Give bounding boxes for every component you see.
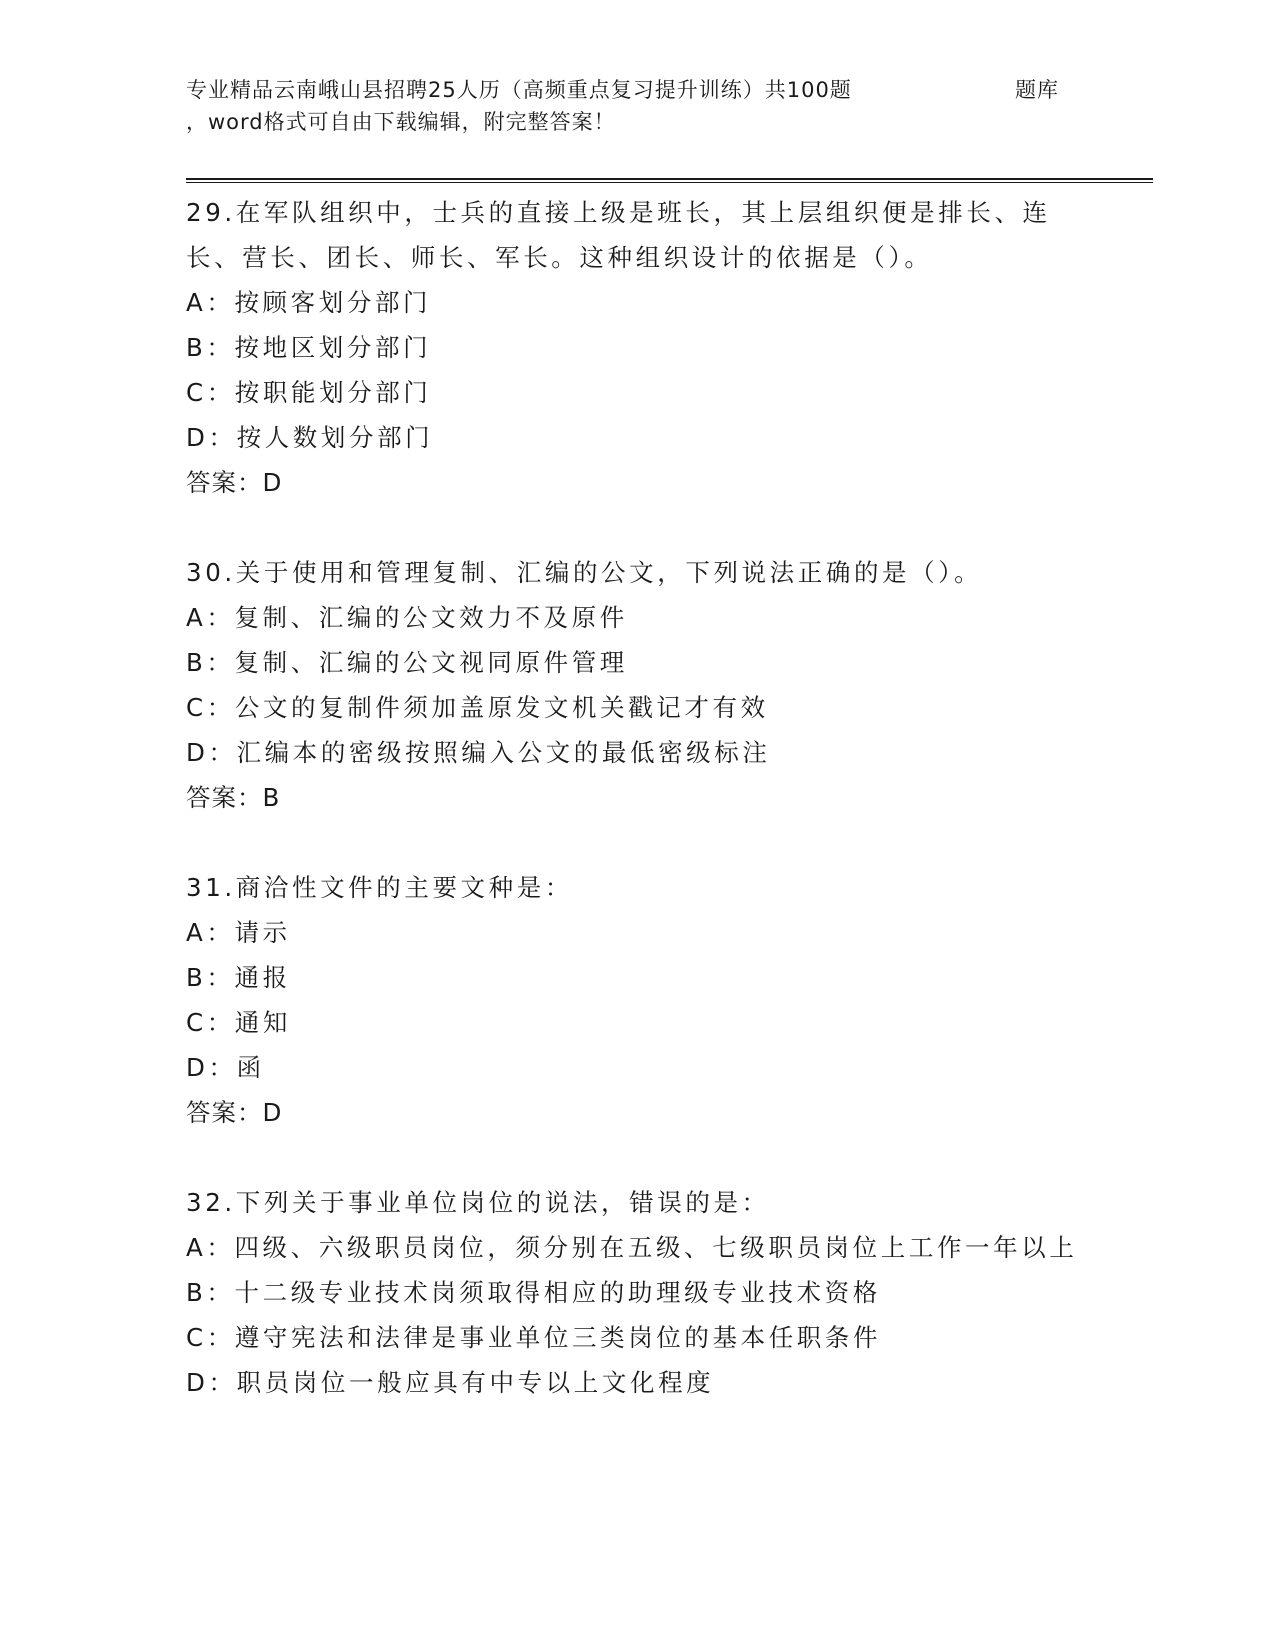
option-d: D：汇编本的密级按照编入公文的最低密级标注 (186, 738, 771, 767)
option-b: B：通报 (186, 963, 291, 992)
question-29 (186, 190, 1086, 505)
question-stem: 29.在军队组织中，士兵的直接上级是班长，其上层组织便是排长、连长、营长、团长、师长、军长。这种组织设计的依据是（）。 (186, 198, 1051, 272)
answer-line: 答案：B (186, 783, 281, 812)
question-stem: 31.商洽性文件的主要文种是： (186, 873, 573, 902)
option-d: D：函 (186, 1053, 265, 1082)
option-b: B：复制、汇编的公文视同原件管理 (186, 648, 628, 677)
option-c: C：按职能划分部门 (186, 378, 432, 407)
question-stem: 32.下列关于事业单位岗位的说法，错误的是： (186, 1188, 770, 1217)
question-30 (186, 550, 1086, 820)
option-c: C：遵守宪法和法律是事业单位三类岗位的基本任职条件 (186, 1323, 882, 1352)
option-d: D：按人数划分部门 (186, 423, 434, 452)
header-divider (186, 178, 1153, 183)
document-title: 专业精品云南峨山县招聘25人历（高频重点复习提升训练）共100题 (186, 78, 852, 102)
option-a: A：按顾客划分部门 (186, 288, 432, 317)
page-header (186, 74, 1086, 138)
question-31 (186, 865, 1086, 1135)
question-stem: 30.关于使用和管理复制、汇编的公文，下列说法正确的是（）。 (186, 558, 983, 587)
header-tag: 题库 (1015, 78, 1059, 102)
header-line-1 (186, 74, 1086, 106)
question-32 (186, 1180, 1086, 1405)
option-a: A：四级、六级职员岗位，须分别在五级、七级职员岗位上工作一年以上 (186, 1233, 1078, 1262)
option-d: D：职员岗位一般应具有中专以上文化程度 (186, 1368, 715, 1397)
answer-line: 答案：D (186, 1098, 283, 1127)
answer-line: 答案：D (186, 468, 283, 497)
header-line-2: ，word格式可自由下载编辑，附完整答案！ (186, 110, 616, 134)
option-a: A：复制、汇编的公文效力不及原件 (186, 603, 628, 632)
option-a: A：请示 (186, 918, 291, 947)
option-b: B：十二级专业技术岗须取得相应的助理级专业技术资格 (186, 1278, 881, 1307)
question-list (186, 190, 1086, 1405)
option-c: C：公文的复制件须加盖原发文机关戳记才有效 (186, 693, 769, 722)
option-c: C：通知 (186, 1008, 292, 1037)
option-b: B：按地区划分部门 (186, 333, 432, 362)
